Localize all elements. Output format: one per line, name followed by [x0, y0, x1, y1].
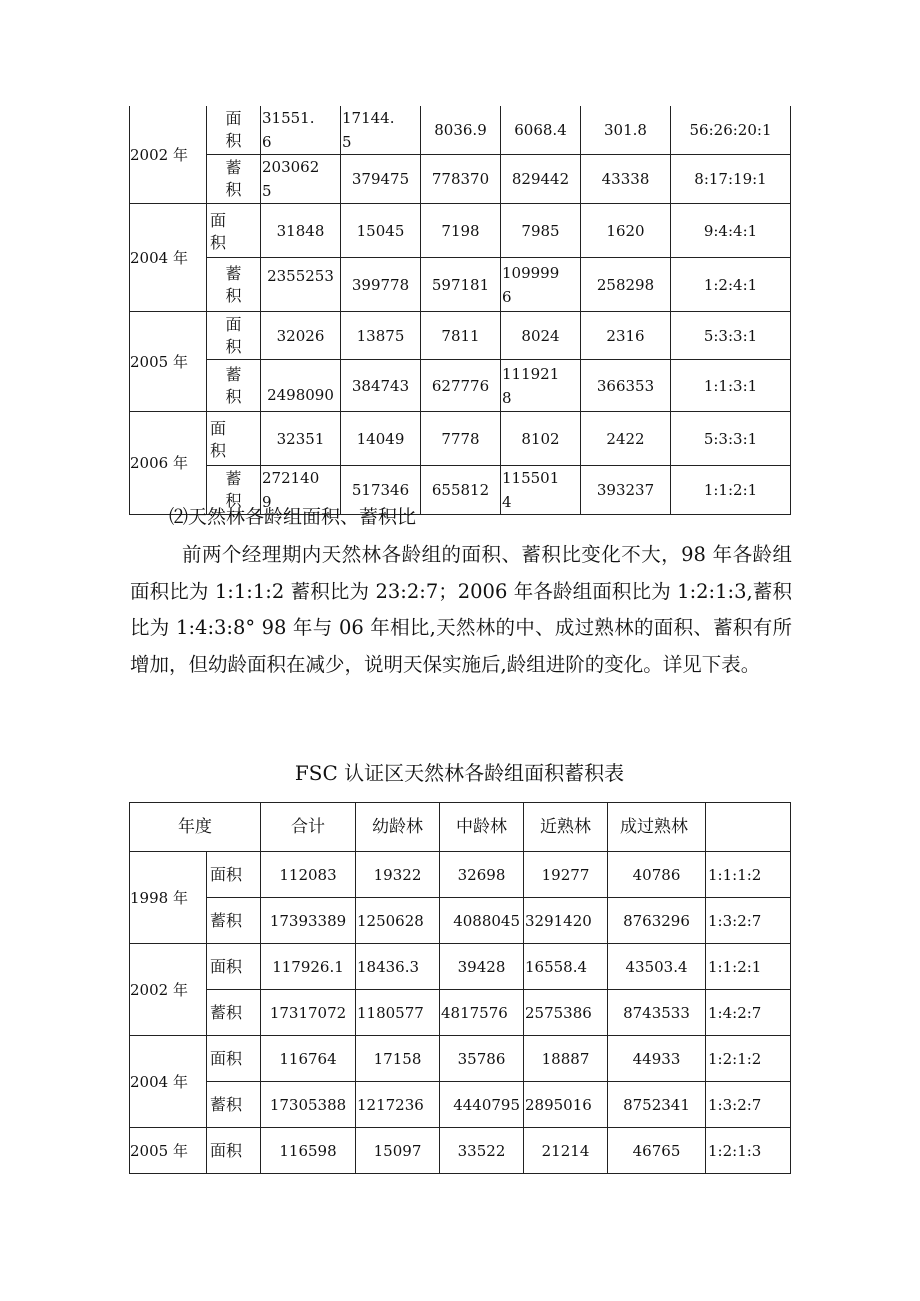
- over-cell: 40786: [608, 852, 706, 898]
- table-row: [130, 1082, 791, 1128]
- table-row: [130, 944, 791, 990]
- young-cell: 1180577: [356, 990, 440, 1036]
- young-cell: 17158: [356, 1036, 440, 1082]
- total-cell: 117926.1: [261, 944, 356, 990]
- middle-cell: 33522: [440, 1128, 524, 1174]
- table-row: [130, 106, 791, 155]
- ratio-cell: 1:3:2:7: [706, 898, 791, 944]
- header-total: 合计: [261, 803, 356, 852]
- table-row: [130, 1036, 791, 1082]
- near-cell: 829442: [501, 155, 581, 204]
- type-cell: 蓄 积: [207, 360, 261, 412]
- middle-cell: 655812: [421, 466, 501, 515]
- type-cell: 面积: [207, 852, 261, 898]
- total-cell: 203062 5: [261, 155, 341, 204]
- near-cell: 3291420: [524, 898, 608, 944]
- young-cell: 19322: [356, 852, 440, 898]
- over-cell: 258298: [581, 258, 671, 312]
- table-title: FSC 认证区天然林各龄组面积蓄积表: [294, 761, 625, 785]
- header-year: 年度: [130, 803, 261, 852]
- total-cell: 112083: [261, 852, 356, 898]
- near-cell: 115501 4: [501, 466, 581, 515]
- table-row: [130, 155, 791, 204]
- over-cell: 43338: [581, 155, 671, 204]
- over-cell: 366353: [581, 360, 671, 412]
- over-cell: 393237: [581, 466, 671, 515]
- header-young: 幼龄林: [356, 803, 440, 852]
- age-group-table-continued: [129, 106, 791, 515]
- total-cell: 31551. 6: [261, 106, 341, 155]
- near-cell: 6068.4: [501, 106, 581, 155]
- type-cell: 蓄 积: [207, 155, 261, 204]
- ratio-cell: 5:3:3:1: [671, 412, 791, 466]
- over-cell: 43503.4: [608, 944, 706, 990]
- table-row: [130, 852, 791, 898]
- middle-cell: 32698: [440, 852, 524, 898]
- over-cell: 8743533: [608, 990, 706, 1036]
- over-cell: 301.8: [581, 106, 671, 155]
- over-cell: 46765: [608, 1128, 706, 1174]
- near-cell: 2575386: [524, 990, 608, 1036]
- type-cell: 蓄积: [207, 1082, 261, 1128]
- over-cell: 8752341: [608, 1082, 706, 1128]
- total-cell: 116764: [261, 1036, 356, 1082]
- near-cell: 8102: [501, 412, 581, 466]
- table-row: [130, 312, 791, 360]
- over-cell: 2422: [581, 412, 671, 466]
- type-cell: 面 积: [207, 412, 261, 466]
- young-cell: 18436.3: [356, 944, 440, 990]
- total-cell: 32026: [261, 312, 341, 360]
- ratio-cell: 1:1:1:2: [706, 852, 791, 898]
- young-cell: 17144. 5: [341, 106, 421, 155]
- section-subheading: ⑵天然林各龄组面积、蓄积比: [169, 506, 417, 528]
- type-cell: 蓄积: [207, 898, 261, 944]
- header-near: 近熟林: [524, 803, 608, 852]
- near-cell: 19277: [524, 852, 608, 898]
- over-cell: 1620: [581, 204, 671, 258]
- over-cell: 2316: [581, 312, 671, 360]
- type-cell: 面 积: [207, 106, 261, 155]
- table-row: [130, 1128, 791, 1174]
- ratio-cell: 1:4:2:7: [706, 990, 791, 1036]
- table-row: [130, 360, 791, 412]
- table-row: [130, 898, 791, 944]
- header-over: 成过熟林: [608, 803, 706, 852]
- table-row: [130, 204, 791, 258]
- type-cell: 面 积: [207, 312, 261, 360]
- young-cell: 1250628: [356, 898, 440, 944]
- year-cell: 2005 年: [130, 1128, 207, 1174]
- year-cell: 2002 年: [130, 106, 207, 204]
- young-cell: 384743: [341, 360, 421, 412]
- near-cell: 8024: [501, 312, 581, 360]
- total-cell: 17317072: [261, 990, 356, 1036]
- near-cell: 21214: [524, 1128, 608, 1174]
- ratio-cell: 8:17:19:1: [671, 155, 791, 204]
- young-cell: 14049: [341, 412, 421, 466]
- near-cell: 16558.4: [524, 944, 608, 990]
- table-row: [130, 990, 791, 1036]
- near-cell: 111921 8: [501, 360, 581, 412]
- ratio-cell: 1:1:2:1: [706, 944, 791, 990]
- header-row: [130, 803, 791, 852]
- year-cell: 2004 年: [130, 1036, 207, 1128]
- ratio-cell: 56:26:20:1: [671, 106, 791, 155]
- middle-cell: 7198: [421, 204, 501, 258]
- type-cell: 蓄积: [207, 990, 261, 1036]
- year-cell: 1998 年: [130, 852, 207, 944]
- over-cell: 44933: [608, 1036, 706, 1082]
- total-cell: 32351: [261, 412, 341, 466]
- type-cell: 蓄 积: [207, 466, 261, 515]
- type-cell: 蓄 积: [207, 258, 261, 312]
- near-cell: 18887: [524, 1036, 608, 1082]
- near-cell: 109999 6: [501, 258, 581, 312]
- middle-cell: 39428: [440, 944, 524, 990]
- middle-cell: 778370: [421, 155, 501, 204]
- middle-cell: 4088045: [440, 898, 524, 944]
- ratio-cell: 1:3:2:7: [706, 1082, 791, 1128]
- middle-cell: 627776: [421, 360, 501, 412]
- ratio-cell: 1:2:1:3: [706, 1128, 791, 1174]
- young-cell: 15097: [356, 1128, 440, 1174]
- total-cell: 272140 9: [261, 466, 341, 515]
- total-cell: 116598: [261, 1128, 356, 1174]
- middle-cell: 4440795: [440, 1082, 524, 1128]
- type-cell: 面积: [207, 944, 261, 990]
- fsc-age-group-table: [129, 802, 791, 1174]
- middle-cell: 4817576: [440, 990, 524, 1036]
- type-cell: 面 积: [207, 204, 261, 258]
- young-cell: 13875: [341, 312, 421, 360]
- ratio-cell: 5:3:3:1: [671, 312, 791, 360]
- header-ratio: [706, 803, 791, 852]
- total-cell: 17393389: [261, 898, 356, 944]
- young-cell: 15045: [341, 204, 421, 258]
- type-cell: 面积: [207, 1036, 261, 1082]
- year-cell: 2004 年: [130, 204, 207, 312]
- table-row: [130, 258, 791, 312]
- table-row: [130, 412, 791, 466]
- type-cell: 面积: [207, 1128, 261, 1174]
- middle-cell: 7811: [421, 312, 501, 360]
- ratio-cell: 1:2:4:1: [671, 258, 791, 312]
- header-middle: 中龄林: [440, 803, 524, 852]
- middle-cell: 597181: [421, 258, 501, 312]
- middle-cell: 8036.9: [421, 106, 501, 155]
- total-cell: 17305388: [261, 1082, 356, 1128]
- ratio-cell: 1:1:3:1: [671, 360, 791, 412]
- near-cell: 7985: [501, 204, 581, 258]
- near-cell: 2895016: [524, 1082, 608, 1128]
- middle-cell: 35786: [440, 1036, 524, 1082]
- ratio-cell: 1:1:2:1: [671, 466, 791, 515]
- young-cell: 1217236: [356, 1082, 440, 1128]
- young-cell: 399778: [341, 258, 421, 312]
- total-cell: 31848: [261, 204, 341, 258]
- year-cell: 2006 年: [130, 412, 207, 515]
- ratio-cell: 1:2:1:2: [706, 1036, 791, 1082]
- young-cell: 379475: [341, 155, 421, 204]
- total-cell: 2498090: [261, 360, 341, 412]
- middle-cell: 7778: [421, 412, 501, 466]
- year-cell: 2002 年: [130, 944, 207, 1036]
- young-cell: 517346: [341, 466, 421, 515]
- ratio-cell: 9:4:4:1: [671, 204, 791, 258]
- section-paragraph: 前两个经理期内天然林各龄组的面积、蓄积比变化不大，98 年各龄组面积比为 1:1:1:2 蓄积比为 23:2:7；2006 年各龄组面积比为 1:2:1:3,蓄积比为 1:4:3:8° 98 年与 06 年相比,天然林的中、成过熟林的面积、蓄积有所增加，但幼龄面积在减少，说明天保实施后,龄组进阶的变化。详见下表。: [130, 543, 792, 676]
- year-cell: 2005 年: [130, 312, 207, 412]
- total-cell: 2355253: [261, 258, 341, 312]
- over-cell: 8763296: [608, 898, 706, 944]
